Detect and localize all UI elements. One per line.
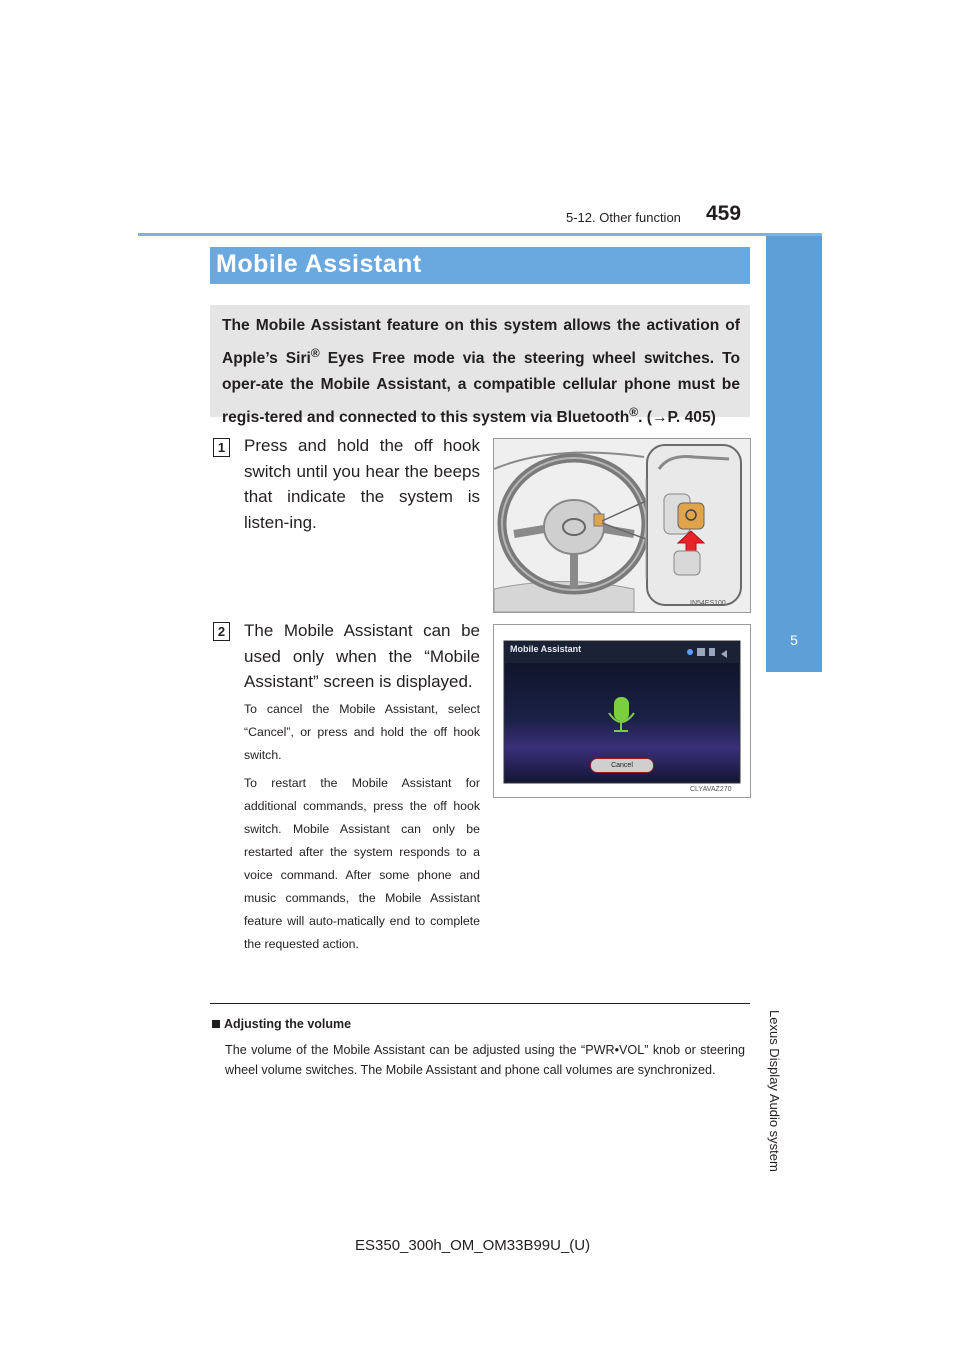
chapter-title: Lexus Display Audio system <box>767 1010 782 1172</box>
step-1-text: Press and hold the off hook switch until you hear the beeps that indicate the system is listen-ing. <box>244 436 480 532</box>
arrow-icon: → <box>651 408 668 426</box>
steering-wheel-illustration <box>494 439 750 612</box>
page-reference-link[interactable]: P. 405) <box>667 408 716 426</box>
mobile-assistant-screen-figure <box>493 624 751 798</box>
cancel-button[interactable] <box>590 758 654 773</box>
square-bullet-icon <box>212 1020 220 1028</box>
chapter-title-vertical <box>767 1010 783 1172</box>
step-1-badge: 1 <box>213 438 230 457</box>
chapter-number: 5 <box>790 632 798 648</box>
figure-2-code: CLYAVAZ270 <box>690 786 732 793</box>
figure-1-code: IN54ES100 <box>690 600 726 607</box>
footnote-body: The volume of the Mobile Assistant can be adjusted using the “PWR•VOL” knob or steering wheel volume switches. The Mobile Assistant and phone call volumes are synchronized. <box>225 1043 745 1077</box>
cancel-button-label: Cancel <box>611 762 633 769</box>
screen-title: Mobile Assistant <box>510 644 582 654</box>
document-code: ES350_300h_OM_OM33B99U_(U) <box>355 1237 591 1254</box>
chapter-tab <box>766 236 822 672</box>
step-2-badge: 2 <box>213 622 230 641</box>
page-title: Mobile Assistant <box>216 250 422 278</box>
header-section-title: 5-12. Other function <box>566 210 681 225</box>
step-2-text: The Mobile Assistant can be used only when the “Mobile Assistant” screen is displayed. <box>244 621 480 691</box>
intro-text: The Mobile Assistant feature on this system allows the activation of Apple’s Siri® Eyes Free mode via the steering wheel switches. To oper-ate the Mobile Assistant, a compatible cellular phone must be regis-tered and connected to this system via Bluetooth®. (→P. 405) <box>222 317 740 426</box>
footnote-title: Adjusting the volume <box>212 1017 351 1031</box>
page-number: 459 <box>706 202 742 225</box>
steering-wheel-figure <box>493 438 751 613</box>
step-2-note-cancel: To cancel the Mobile Assistant, select “Cancel”, or press and hold the off hook switch. <box>244 702 480 762</box>
header-rule <box>138 233 822 236</box>
footnote-rule <box>210 1003 750 1004</box>
step-2-note-restart: To restart the Mobile Assistant for additional commands, press the off hook switch. Mobile Assistant can only be restarted after the system responds to a voice command. After some phone and music commands, the Mobile Assistant feature will auto-matically end to complete the requested action. <box>244 776 480 951</box>
